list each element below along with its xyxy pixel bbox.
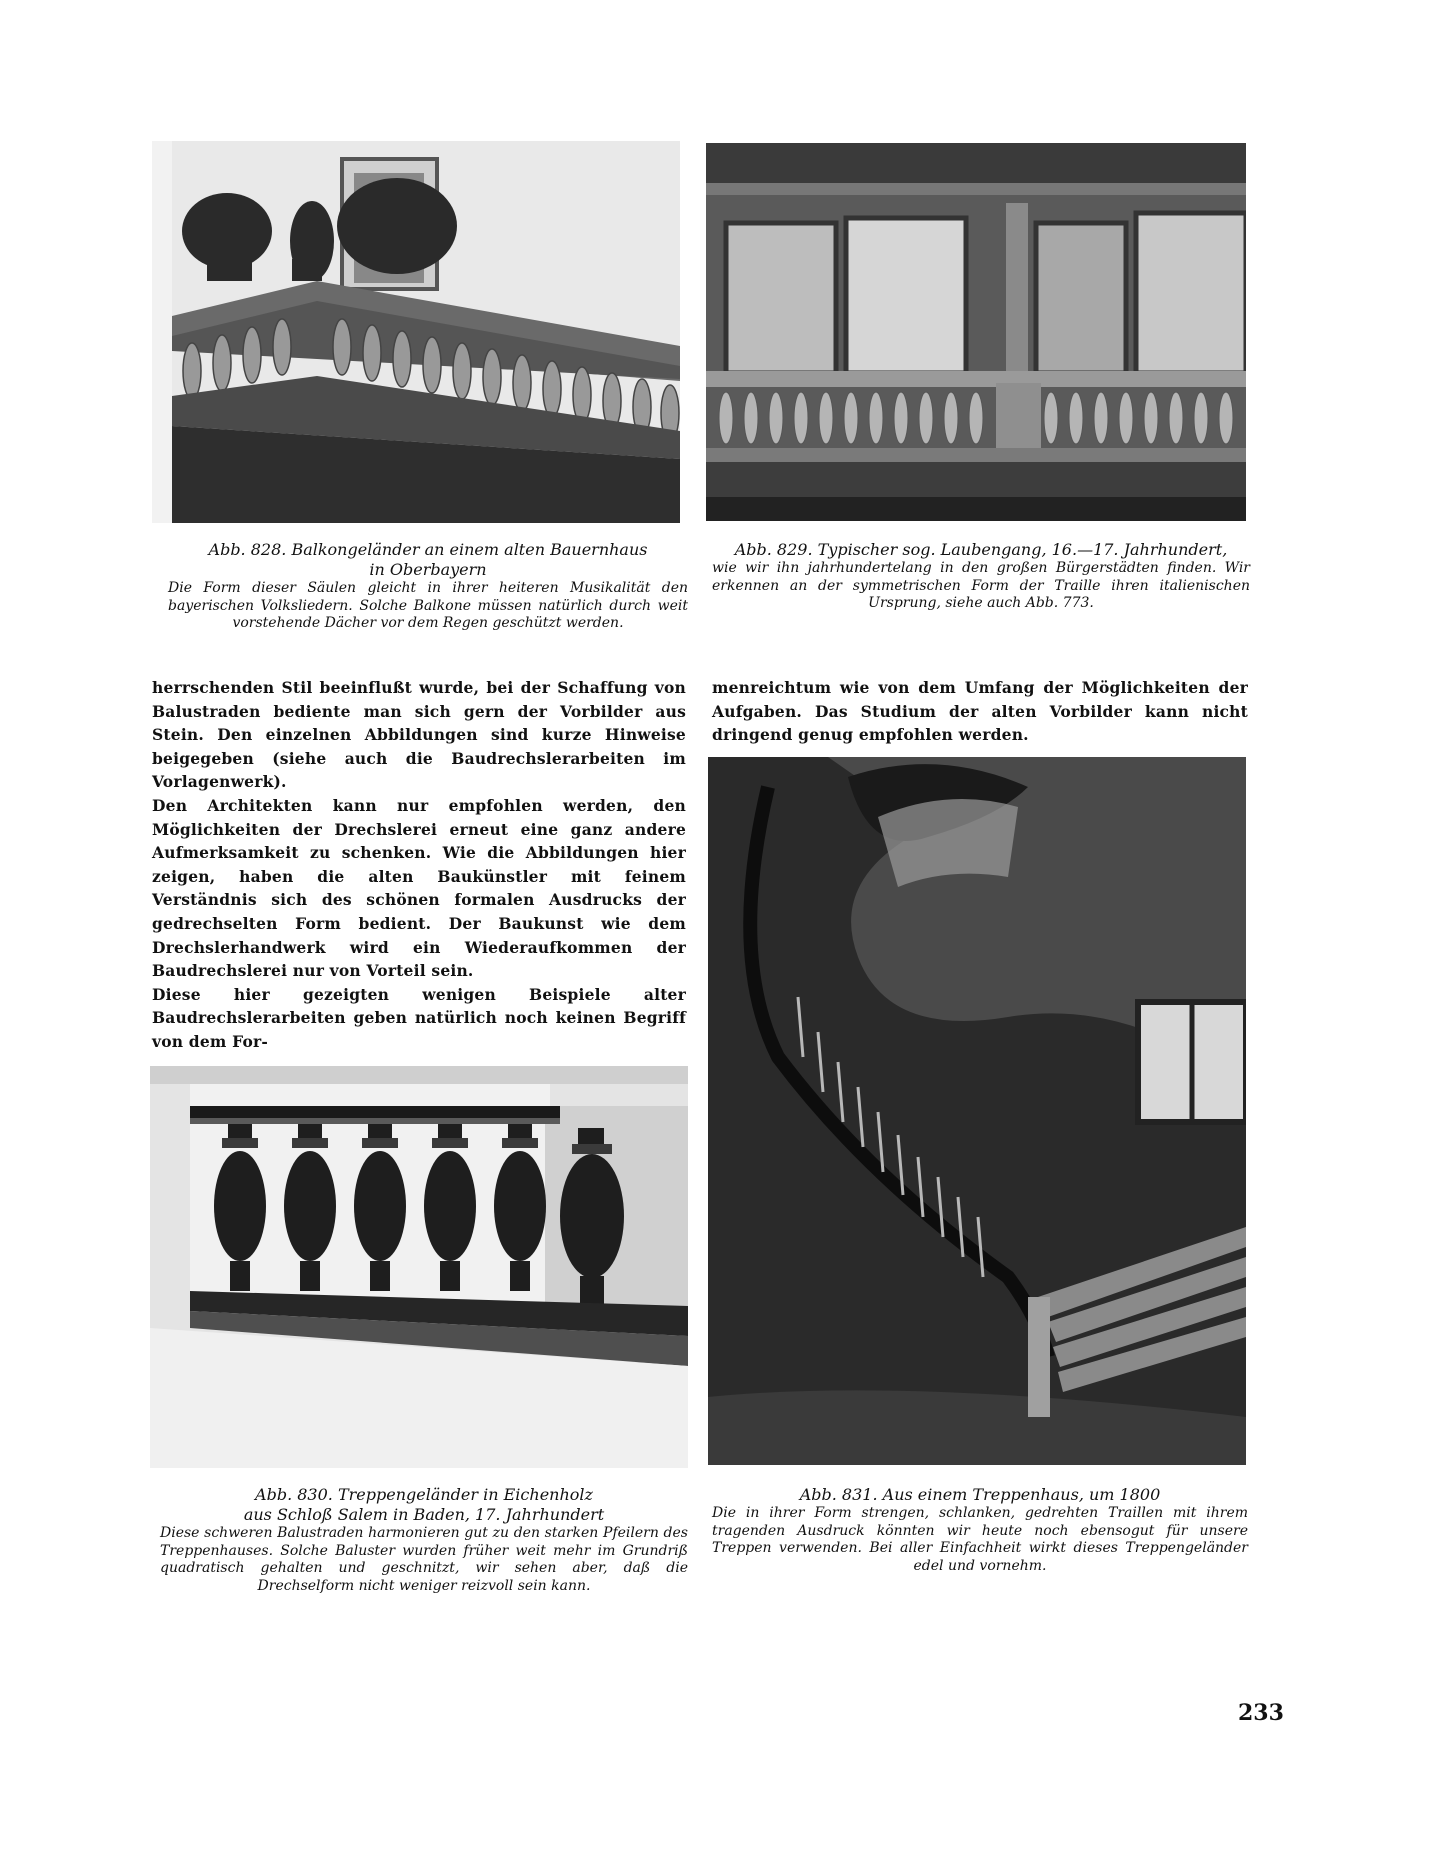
figure-830-photo: [150, 1066, 688, 1468]
figure-828-caption: [168, 540, 688, 633]
page-number: 233: [1238, 1700, 1284, 1726]
figure-831-photo: [708, 757, 1246, 1465]
figure-831-description: Die in ihrer Form strengen, schlanken, gedrehten Traillen mit ihrem tragenden Ausdruck könnten wir heute noch ebensogut für unsere Treppen verwenden. Bei aller Einfachheit wirkt dieses Treppengeländer edel und vornehm.: [712, 1505, 1248, 1574]
figure-830-caption: [160, 1485, 688, 1595]
figure-830-description: Diese schweren Balustraden harmonieren gut zu den starken Pfeilern des Treppenhauses. Solche Baluster wurden früher weit mehr im Grundriß quadratisch gehalten und geschnitzt, wir sehen aber, daß die Drechselform nicht weniger reizvoll sein kann.: [160, 1525, 688, 1594]
body-paragraph: herrschenden Stil beeinflußt wurde, bei der Schaffung von Balustraden bediente man sich gern der Vorbilder aus Stein. Den einzelnen Abbildungen sind kurze Hinweise beigegeben (siehe auch die Baudrechslerarbeiten im Vorlagenwerk).: [152, 678, 686, 792]
body-paragraph: Den Architekten kann nur empfohlen werden, den Möglichkeiten der Drechslerei erneut eine ganz andere Aufmerksamkeit zu schenken. Wie die Abbildungen hier zeigen, haben die alten Baukünstler mit feinem Verständnis sich des schönen formalen Ausdrucks der gedrechselten Form bedient. Der Baukunst wie dem Drechslerhandwerk wird ein Wiederaufkommen der Baudrechslerei nur von Vorteil sein.: [152, 795, 686, 981]
figure-830-title-line1: Abb. 830. Treppengeländer in Eichenholz: [255, 1485, 593, 1504]
figure-829-title-line1: Abb. 829. Typischer sog. Laubengang, 16.—17. Jahrhundert,: [734, 540, 1228, 559]
body-paragraph: menreichtum wie von dem Umfang der Möglichkeiten der Aufgaben. Das Studium der alten Vorbilder kann nicht dringend genug empfohlen werden.: [712, 678, 1248, 745]
figure-828-photo: [152, 141, 680, 523]
figure-828-title-line2: in Oberbayern: [369, 560, 487, 579]
figure-828-title-line1: Abb. 828. Balkongeländer an einem alten Bauernhaus: [208, 540, 648, 559]
body-text-right: [712, 676, 1248, 747]
figure-829-description: wie wir ihn jahrhundertelang in den großen Bürgerstädten finden. Wir erkennen an der symmetrischen Form der Traille ihren italienischen Ursprung, siehe auch Abb. 773.: [712, 560, 1250, 611]
figure-829-caption: [712, 540, 1250, 613]
figure-831-caption: [712, 1485, 1248, 1575]
figure-828-description: Die Form dieser Säulen gleicht in ihrer heiteren Musikalität den bayerischen Volksliedern. Solche Balkone müssen natürlich durch weit vorstehende Dächer vor dem Regen geschützt werden.: [168, 580, 688, 631]
figure-831-title-line1: Abb. 831. Aus einem Treppenhaus, um 1800: [799, 1485, 1161, 1504]
body-text-left: [152, 676, 686, 1054]
figure-830-title-line2: aus Schloß Salem in Baden, 17. Jahrhundert: [243, 1505, 605, 1524]
figure-829-photo: [706, 143, 1246, 521]
body-paragraph: Diese hier gezeigten wenigen Beispiele alter Baudrechslerarbeiten geben natürlich noch keinen Begriff von dem For-: [152, 984, 686, 1051]
